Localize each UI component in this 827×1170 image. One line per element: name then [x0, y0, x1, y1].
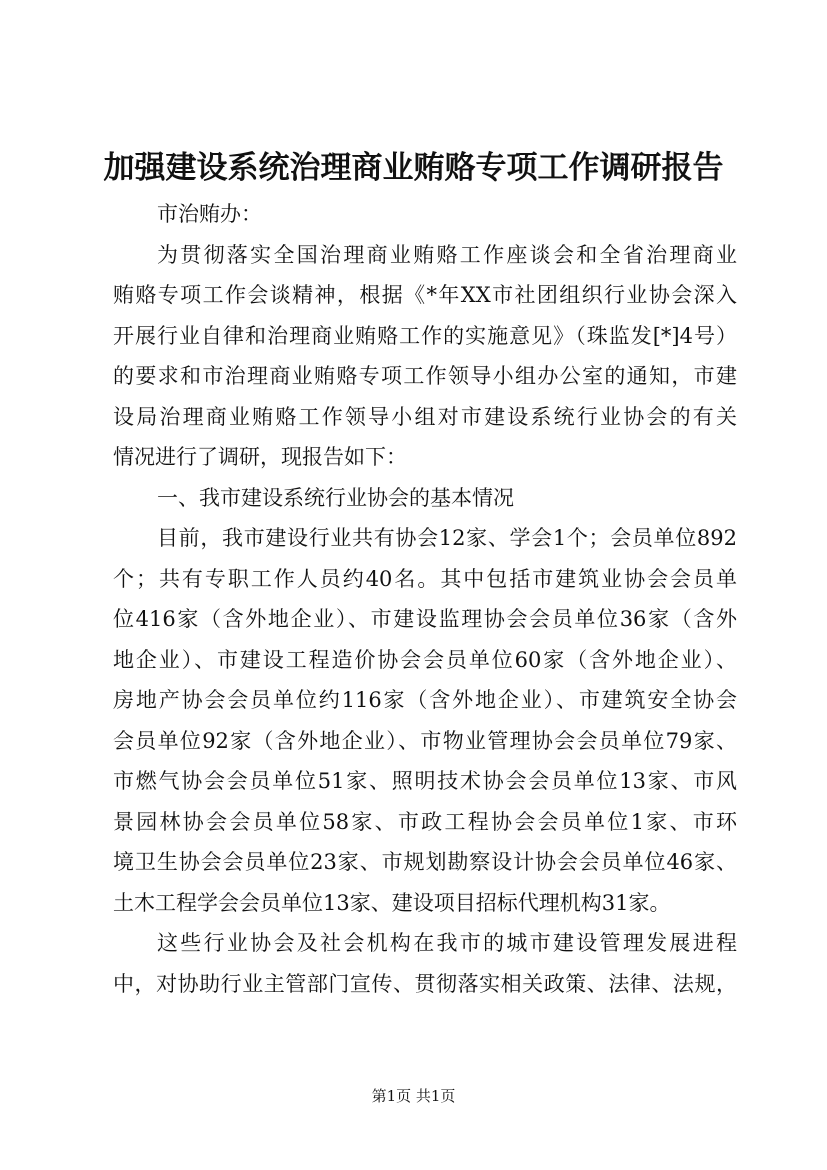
document-title: 加强建设系统治理商业贿赂专项工作调研报告	[103, 150, 724, 186]
paragraph-line: 地企业）、市建设工程造价协会会员单位60家（含外地企业）、	[113, 647, 737, 672]
paragraph-line: 目前，我市建设行业共有协会12家、学会1个；会员单位892	[157, 526, 737, 550]
paragraph-line: 这些行业协会及社会机构在我市的城市建设管理发展进程	[157, 931, 737, 955]
paragraph-line: 房地产协会会员单位约116家（含外地企业）、市建筑安全协会	[113, 688, 737, 712]
paragraph-line: 景园林协会会员单位58家、市政工程协会会员单位1家、市环	[113, 809, 737, 834]
page-footer: 第1页 共1页	[371, 1087, 456, 1105]
paragraph-line: 设局治理商业贿赂工作领导小组对市建设系统行业协会的有关	[113, 404, 737, 429]
paragraph-line: 个；共有专职工作人员约40名。其中包括市建筑业协会会员单	[113, 566, 737, 591]
salutation-line: 市治贿办：	[157, 202, 262, 226]
paragraph-line: 情况进行了调研，现报告如下：	[113, 445, 407, 469]
paragraph-line: 贿赂专项工作会谈精神，根据《*年XX市社团组织行业协会深入	[113, 283, 737, 307]
paragraph-line: 市燃气协会会员单位51家、照明技术协会会员单位13家、市风	[113, 769, 737, 793]
section-heading: 一、我市建设系统行业协会的基本情况	[157, 485, 514, 510]
paragraph-line: 开展行业自律和治理商业贿赂工作的实施意见》（珠监发[*]4号）	[113, 323, 737, 348]
document-body	[113, 194, 737, 1004]
paragraph-line: 为贯彻落实全国治理商业贿赂工作座谈会和全省治理商业	[157, 242, 737, 267]
paragraph-line: 会员单位92家（含外地企业）、市物业管理协会会员单位79家、	[113, 728, 737, 753]
paragraph-line: 境卫生协会会员单位23家、市规划勘察设计协会会员单位46家、	[113, 850, 737, 874]
paragraph-line: 中，对协助行业主管部门宣传、贯彻落实相关政策、法律、法规，	[113, 971, 737, 996]
paragraph-line: 的要求和市治理商业贿赂专项工作领导小组办公室的通知，市建	[113, 364, 737, 388]
paragraph-line: 土木工程学会会员单位13家、建设项目招标代理机构31家。	[113, 890, 671, 915]
paragraph-line: 位416家（含外地企业）、市建设监理协会会员单位36家（含外	[113, 607, 737, 631]
